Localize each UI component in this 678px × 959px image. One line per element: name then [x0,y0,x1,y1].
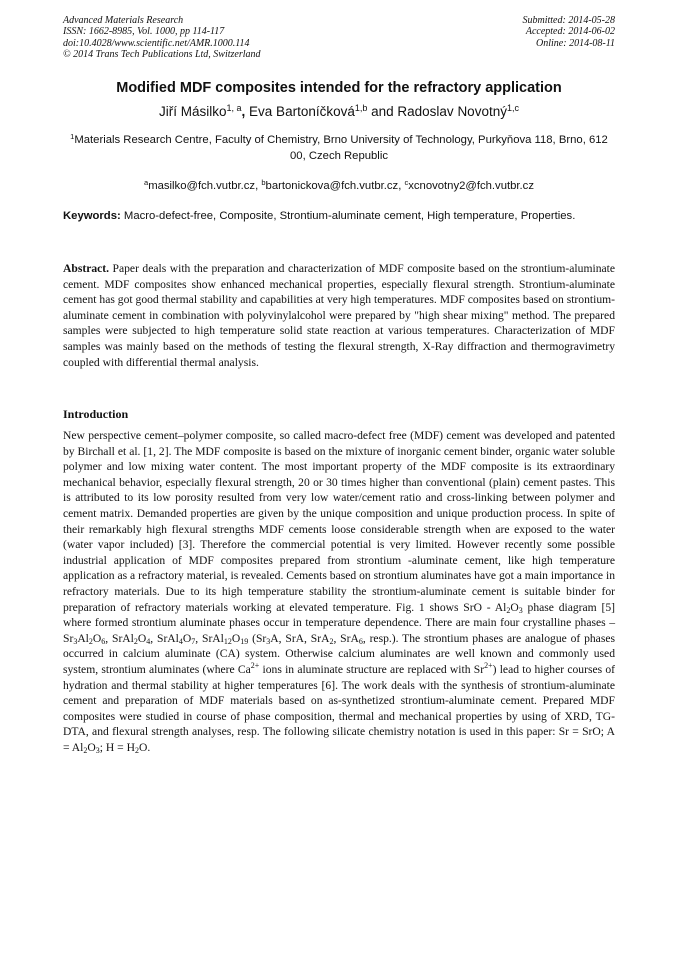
affiliation [63,129,615,164]
subscript: 2 [506,605,511,615]
introduction-paragraph [63,428,615,755]
subscript: 2 [83,745,88,755]
abstract-label: Abstract. [63,262,110,275]
intro-text: , SrAl [150,631,179,645]
email-sup: b [261,178,266,187]
intro-text: (Sr [248,631,267,645]
intro-text: , resp.). The strontium phases are analogue of phases occurred in calcium aluminate (CA) system. Otherwise calcium aluminates are well known and commonly used system, strontium aluminates (where Ca [63,631,616,676]
subscript: 3 [518,605,523,615]
keywords-label: Keywords: [63,210,121,222]
subscript: 6 [358,636,363,646]
email-link: bartonickova@fch.vutbr.cz, [265,180,405,192]
author-list [0,103,678,119]
intro-text: , SrA [333,631,359,645]
intro-text: O [182,631,192,645]
intro-text: phase diagram [5] where formed strontium aluminate phases occur in temperature dependence. There are main four crystalline phases – Sr [63,600,615,645]
intro-text: ) lead to higher courses of hydration and thermal stability at higher temperatures [6]. The work deals with the synthesis of strontium-aluminate cement and preparation of MDF materials based on as-synthetized strontium-aluminate cement. Prepared MDF composites were studied in course of phase composition, thermal and mechanical properties by using of XRD, TG-DTA, and flexural strength analyses, resp. The following silicate chemistry notation is used in this paper: Sr = SrO; A = Al [63,662,615,754]
accepted-date: Accepted: 2014-06-02 [525,26,615,38]
author-sup: 1,c [506,103,519,113]
intro-text: O [87,740,96,754]
intro-text: O. [138,740,151,754]
email-link: masilko@fch.vutbr.cz, [148,180,262,192]
subscript: 19 [240,636,249,646]
intro-text: , SrAl [195,631,224,645]
author-sup: 1, a [226,103,242,113]
journal-info [63,15,261,61]
email-list [63,178,615,192]
paper-title: Modified MDF composites intended for the refractory application [116,80,562,96]
author-separator: and [367,104,398,119]
subscript: 3 [95,745,100,755]
email-sup: a [144,178,149,187]
subscript: 4 [146,636,151,646]
journal-name: Advanced Materials Research [63,15,184,26]
subscript: 2 [88,636,93,646]
intro-text: O [137,631,147,645]
subscript: 7 [191,636,196,646]
affiliation-text: Materials Research Centre, Faculty of Chemistry, Brno University of Technology, Purkyňova 118, Brno, 612 00, Czech Republic [74,134,608,162]
author-name: Eva Bartoníčková [249,104,355,119]
abstract-text: Paper deals with the preparation and characterization of MDF composite based on the strontium-aluminate cement. MDF composites show enhanced mechanical properties, especially flexural strength. Strontium-aluminate cement has got good thermal stability and capabilities at very high temperatures. MDF composites based on strontium-aluminate cement in combination with polyvinylalcohol were prepared by "high shear mixing" method. The prepared samples were subjected to high temperature solid state reaction at various temperatures. Characterization of MDF samples was mainly based on the methods of testing the flexural strength, X-Ray diffraction and thermogravimetry coupled with differential thermal analysis. [63,262,615,369]
intro-text: O [92,631,102,645]
section-heading-introduction: Introduction [63,407,129,421]
intro-text: , SrAl [105,631,134,645]
intro-text: O [231,631,241,645]
intro-text: O [510,600,519,614]
intro-text: New perspective cement–polymer composite, so called macro-defect free (MDF) cement was developed and patented by Birchall et al. [1, 2]. The MDF composite is based on the mixture of inorganic cement binder, organic water soluble polymer and low mixing water content. The most important property of the MDF composite is its extraordinary mechanical behavior, especially flexural strength, 20 or 30 times higher than conventional (plain) cement pastes. This is attributed to its low porosity resulted from very low water/cement ratio and cross-linking between polymer and cement matrix. Demanded properties are given by the unique composition and unique production process. In spite of their remarkably high flexural strengths MDF cements loose considerable strength when are exposed to the water (water vapor included) [3]. Therefore the commercial potential is very limited. However recently some possible industrial application of MDF composites prepared from strontium -aluminate cement, like high temperature application as a refractory material, is revealed. Cements based on strontium aluminates have got a main importance in refractory materials. Due to its high temperature stability the strontium-aluminate cement is suitable binder for preparation of refractory materials working at elevated temperature. Fig. 1 shows SrO - Al [63,429,615,614]
intro-text: ions in aluminate structure are replaced with Sr [259,662,485,676]
copyright-line: © 2014 Trans Tech Publications Ltd, Switzerland [63,49,261,61]
subscript: 12 [223,636,232,646]
intro-text: ; H = H [99,740,135,754]
superscript: 2+ [250,660,260,670]
author-name: Jiří Másilko [159,104,227,119]
author-name: Radoslav Novotný [397,104,507,119]
superscript: 2+ [484,660,493,670]
email-link: xcnovotny2@fch.vutbr.cz [408,180,534,192]
issn-line: ISSN: 1662-8985, Vol. 1000, pp 114-117 [63,26,225,38]
subscript: 6 [101,636,106,646]
author-separator: , [241,104,250,119]
subscript: 2 [133,636,138,646]
doi-line: doi:10.4028/www.scientific.net/AMR.1000.114 [63,37,250,49]
subscript: 4 [178,636,183,646]
keywords-text: Macro-defect-free, Composite, Strontium-aluminate cement, High temperature, Properties. [120,210,576,222]
subscript: 3 [73,636,78,646]
affiliation-sup: 1 [70,132,75,141]
subscript: 2 [134,745,139,755]
submitted-date: Submitted: 2014-05-28 [522,15,615,26]
abstract [63,261,615,370]
subscript: 3 [266,636,271,646]
subscript: 2 [329,636,334,646]
dates-info [523,15,616,49]
keywords [63,209,615,225]
author-sup: 1,b [354,103,368,113]
online-date: Online: 2014-08-11 [536,37,615,49]
intro-text: Al [77,631,89,645]
intro-text: A, SrA, SrA [270,631,330,645]
email-sup: c [404,178,409,187]
